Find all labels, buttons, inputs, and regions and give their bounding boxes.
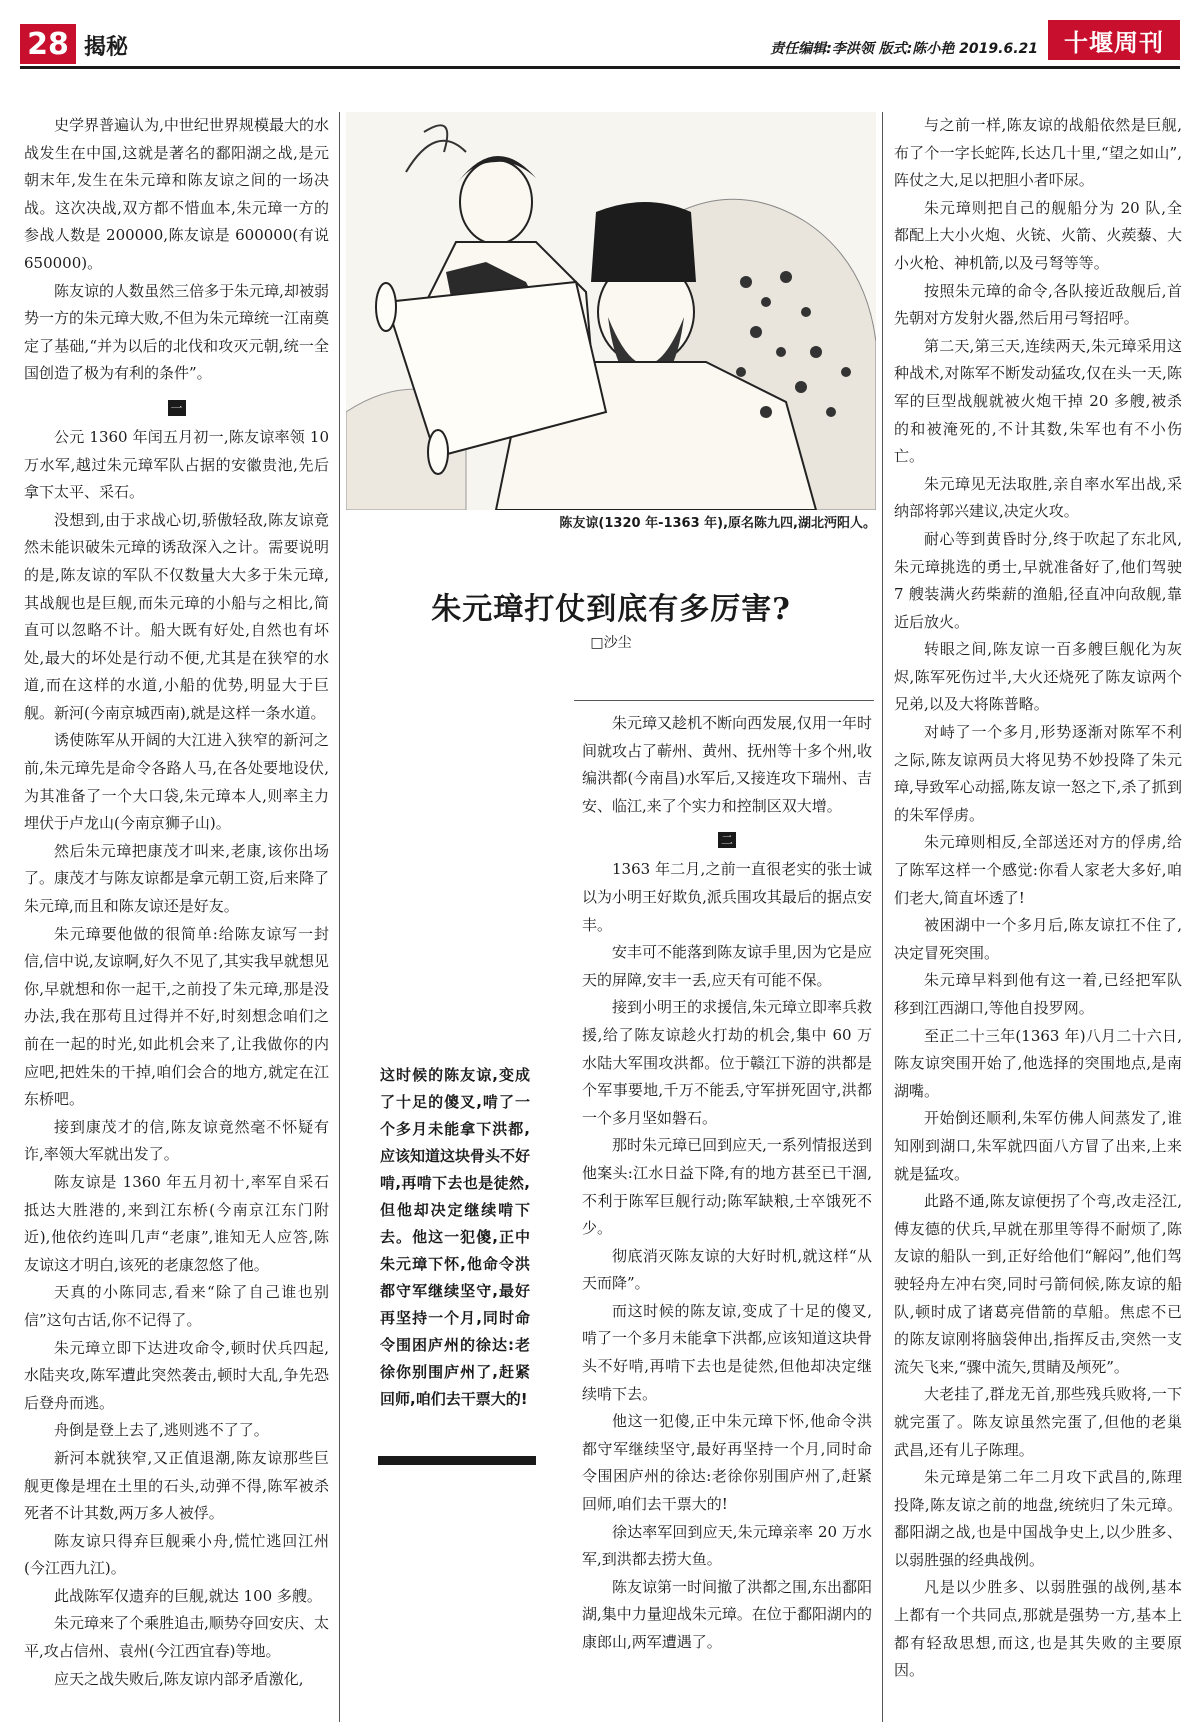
article-title: 朱元璋打仗到底有多厉害? xyxy=(431,592,791,627)
paragraph: 朱元璋立即下达进攻命令,顿时伏兵四起,水陆夹攻,陈军遭此突然袭击,顿时大乱,争先恐后登舟而逃。 xyxy=(24,1338,329,1412)
paragraph: 陈友谅第一时间撤了洪都之围,东出鄱阳湖,集中力量迎战朱元璋。在位于鄱阳湖内的康郎山,两军遭遇了。 xyxy=(582,1577,872,1651)
paragraph: 朱元璋来了个乘胜追击,顺势夺回安庆、太平,攻占信州、袁州(今江西宜春)等地。 xyxy=(24,1614,329,1661)
paragraph: 大老挂了,群龙无首,那些残兵败将,一下就完蛋了。陈友谅虽然完蛋了,但他的老巢武昌,还有儿子陈理。 xyxy=(894,1385,1182,1459)
illustration-caption: 陈友谅(1320 年-1363 年),原名陈九四,湖北沔阳人。 xyxy=(559,516,876,531)
header-rule xyxy=(20,66,1180,69)
paragraph: 朱元璋早料到他有这一着,已经把军队移到江西湖口,等他自投罗网。 xyxy=(894,971,1182,1017)
paragraph: 应天之战失败后,陈友谅内部矛盾激化, xyxy=(54,1669,304,1688)
paragraph: 陈友谅的人数虽然三倍多于朱元璋,却被弱势一方的朱元璋大败,不但为朱元璋统一江南奠定了基础,“并为以后的北伐和攻灭元朝,统一全国创造了极为有利的条件”。 xyxy=(24,281,329,383)
editor-credits: 责任编辑:李洪领 版式:陈小艳 2019.6.21 xyxy=(770,41,1038,57)
paragraph: 朱元璋则把自己的舰船分为 20 队,全都配上大小火炮、火铳、火箭、火蒺藜、大小火枪、神机箭,以及弓弩等等。 xyxy=(894,198,1182,272)
column-divider xyxy=(339,112,340,1722)
paragraph: 按照朱元璋的命令,各队接近敌舰后,首先朝对方发射火器,然后用弓弩招呼。 xyxy=(894,281,1182,328)
paragraph: 天真的小陈同志,看来“除了自己谁也别信”这句古话,你不记得了。 xyxy=(24,1283,329,1329)
section-marker-2: 二 xyxy=(582,832,872,848)
section-name: 揭秘 xyxy=(84,35,129,60)
paragraph: 然后朱元璋把康茂才叫来,老康,该你出场了。康茂才与陈友谅都是拿元朝工资,后来降了朱元璋,而且和陈友谅还是好友。 xyxy=(24,841,329,916)
paragraph: 朱元璋见无法取胜,亲自率水军出战,采纳部将郭兴建议,决定火攻。 xyxy=(894,474,1182,521)
page-number: 28 xyxy=(20,24,76,64)
paragraph: 接到小明王的求援信,朱元璋立即率兵救援,给了陈友谅趁火打劫的机会,集中 60 万水陆大军围攻洪都。位于赣江下游的洪都是个军事要地,千万不能丢,守军拼死固守,洪都一个多月坚如磐石。 xyxy=(582,998,872,1127)
paragraph: 而这时候的陈友谅,变成了十足的傻叉,啃了一个多月未能拿下洪都,应该知道这块骨头不好啃,再啃下去也是徒然,但他却决定继续啃下去。 xyxy=(582,1301,872,1403)
paragraph: 他这一犯傻,正中朱元璋下怀,他命令洪都守军继续坚守,最好再坚持一个月,同时命令围困庐州的徐达:老徐你别围庐州了,赶紧回师,咱们去干票大的! xyxy=(582,1412,872,1514)
paragraph: 转眼之间,陈友谅一百多艘巨舰化为灰烬,陈军死伤过半,大火还烧死了陈友谅两个兄弟,以及大将陈普略。 xyxy=(894,640,1182,714)
paragraph: 至正二十三年(1363 年)八月二十六日,陈友谅突围开始了,他选择的突围地点,是南湖嘴。 xyxy=(894,1026,1182,1100)
paragraph: 史学界普遍认为,中世纪世界规模最大的水战发生在中国,这就是著名的鄱阳湖之战,是元朝末年,发生在朱元璋和陈友谅之间的一场决战。这次决战,双方都不惜血本,朱元璋一方的参战人数是 200000,陈友谅是 600000(有说 650000)。 xyxy=(24,116,329,272)
paragraph: 被困湖中一个多月后,陈友谅扛不住了,决定冒死突围。 xyxy=(894,916,1182,962)
text-column-4 xyxy=(894,112,1182,1685)
paragraph: 诱使陈军从开阔的大江进入狭窄的新河之前,朱元璋先是命令各路人马,在各处要地设伏,为其准备了一个大口袋,朱元璋本人,则率主力埋伏于卢龙山(今南京狮子山)。 xyxy=(24,731,329,833)
paragraph: 舟倒是登上去了,逃则逃不了了。 xyxy=(54,1421,269,1440)
title-rule xyxy=(574,700,874,701)
pull-quote-rule xyxy=(378,1456,536,1465)
text-column-1 xyxy=(24,112,329,1693)
column-divider xyxy=(882,112,883,1722)
paragraph: 接到康茂才的信,陈友谅竟然毫不怀疑有诈,率领大军就出发了。 xyxy=(24,1117,329,1164)
paragraph: 凡是以少胜多、以弱胜强的战例,基本上都有一个共同点,那就是强势一方,基本上都有轻敌思想,而这,也是其失败的主要原因。 xyxy=(894,1578,1182,1680)
paragraph: 耐心等到黄昏时分,终于吹起了东北风,朱元璋挑选的勇士,早就准备好了,他们驾驶 7 艘装满火药柴薪的渔船,径直冲向敌舰,靠近后放火。 xyxy=(894,529,1182,631)
page-header xyxy=(20,20,1180,64)
paragraph: 那时朱元璋已回到应天,一系列情报送到他案头:江水日益下降,有的地方甚至已干涸,不利于陈军巨舰行动;陈军缺粮,士卒饿死不少。 xyxy=(582,1136,872,1238)
paragraph: 第二天,第三天,连续两天,朱元璋采用这种战术,对陈军不断发动猛攻,仅在头一天,陈军的巨型战舰就被火炮干掉 20 多艘,被杀的和被淹死的,不计其数,朱军也有不小伤亡。 xyxy=(894,336,1182,466)
paragraph: 新河本就狭窄,又正值退潮,陈友谅那些巨舰更像是埋在土里的石头,动弹不得,陈军被杀死者不计其数,两万多人被俘。 xyxy=(24,1448,329,1523)
paragraph: 陈友谅是 1360 年五月初十,率军自采石抵达大胜港的,来到江东桥(今南京江东门附近),他依约连叫几声“老康”,谁知无人应答,陈友谅这才明白,该死的老康忽悠了他。 xyxy=(24,1172,329,1274)
paragraph: 朱元璋是第二年二月攻下武昌的,陈理投降,陈友谅之前的地盘,统统归了朱元璋。鄱阳湖之战,也是中国战争史上,以少胜多、以弱胜强的经典战例。 xyxy=(894,1468,1182,1569)
paragraph: 1363 年二月,之前一直很老实的张士诚以为小明王好欺负,派兵围攻其最后的据点安丰。 xyxy=(582,860,872,934)
paragraph: 朱元璋又趁机不断向西发展,仅用一年时间就攻占了蕲州、黄州、抚州等十多个州,收编洪都(今南昌)水军后,又接连攻下瑞州、吉安、临江,来了个实力和控制区双大增。 xyxy=(582,714,872,815)
paragraph: 公元 1360 年闰五月初一,陈友谅率领 10 万水军,越过朱元璋军队占据的安徽贵池,先后拿下太平、采石。 xyxy=(24,427,329,502)
portrait-illustration-icon xyxy=(346,112,876,510)
paragraph: 徐达率军回到应天,朱元璋亲率 20 万水军,到洪都去捞大鱼。 xyxy=(582,1522,872,1569)
paragraph: 没想到,由于求战心切,骄傲轻敌,陈友谅竟然未能识破朱元璋的诱敌深入之计。需要说明的是,陈友谅的军队不仅数量大大多于朱元璋,其战舰也是巨舰,而朱元璋的小船与之相比,简直可以忽略不计。船大既有好处,自然也有坏处,最大的坏处是行动不便,尤其是在狭窄的水道,而在这样的水道,小船的优势,明显大于巨舰。新河(今南京城西南),就是这样一条水道。 xyxy=(24,510,329,722)
pull-quote: 这时候的陈友谅,变成了十足的傻叉,啃了一个多月未能拿下洪都,应该知道这块骨头不好啃,再啃下去也是徒然,但他却决定继续啃下去。他这一犯傻,正中朱元璋下怀,他命令洪都守军继续坚守,最好再坚持一个月,同时命令围困庐州的徐达:老徐你别围庐州了,赶紧回师,咱们去干票大的! xyxy=(380,1066,531,1408)
paragraph: 开始倒还顺利,朱军仿佛人间蒸发了,谁知刚到湖口,朱军就四面八方冒了出来,上来就是猛攻。 xyxy=(894,1109,1182,1183)
article-byline: □沙尘 xyxy=(590,635,632,651)
text-column-3 xyxy=(582,710,872,1657)
paragraph: 朱元璋则相反,全部送还对方的俘虏,给了陈军这样一个感觉:你看人家老大多好,咱们老大,简直坏透了! xyxy=(894,833,1182,907)
paragraph: 陈友谅只得弃巨舰乘小舟,慌忙逃回江州(今江西九江)。 xyxy=(24,1531,329,1578)
paragraph: 此路不通,陈友谅便拐了个弯,改走泾江,傅友德的伏兵,早就在那里等得不耐烦了,陈友谅的船队一到,正好给他们“解闷”,他们驾驶轻舟左冲右突,同时弓箭伺候,陈友谅的船队,顿时成了诸葛亮借箭的草船。焦虑不已的陈友谅刚将脑袋伸出,指挥反击,突然一支流矢飞来,“骤中流矢,贯睛及颅死”。 xyxy=(894,1192,1182,1376)
paragraph: 对峙了一个多月,形势逐渐对陈军不利之际,陈友谅两员大将见势不妙投降了朱元璋,导致军心动摇,陈友谅一怒之下,杀了抓到的朱军俘虏。 xyxy=(894,723,1182,824)
paragraph: 与之前一样,陈友谅的战船依然是巨舰,布了个一字长蛇阵,长达几十里,“望之如山”,阵仗之大,足以把胆小者吓尿。 xyxy=(894,116,1182,190)
paragraph: 彻底消灭陈友谅的大好时机,就这样“从天而降”。 xyxy=(582,1246,872,1293)
illustration-chen-youliang xyxy=(346,112,876,510)
section-marker-1: 一 xyxy=(24,400,329,416)
paragraph: 此战陈军仅遗弃的巨舰,就达 100 多艘。 xyxy=(54,1586,322,1605)
paragraph: 安丰可不能落到陈友谅手里,因为它是应天的屏障,安丰一丢,应天有可能不保。 xyxy=(582,943,872,989)
paragraph: 朱元璋要他做的很简单:给陈友谅写一封信,信中说,友谅啊,好久不见了,其实我早就想见你,早就想和你一起干,之前投了朱元璋,那是没办法,我在那苟且过得并不好,时刻想念咱们之前在一起的时光,如此机会来了,让我做你的内应吧,把姓朱的干掉,咱们会合的地方,就定在江东桥吧。 xyxy=(24,924,329,1109)
newspaper-logo: 十堰周刊 xyxy=(1048,20,1180,60)
